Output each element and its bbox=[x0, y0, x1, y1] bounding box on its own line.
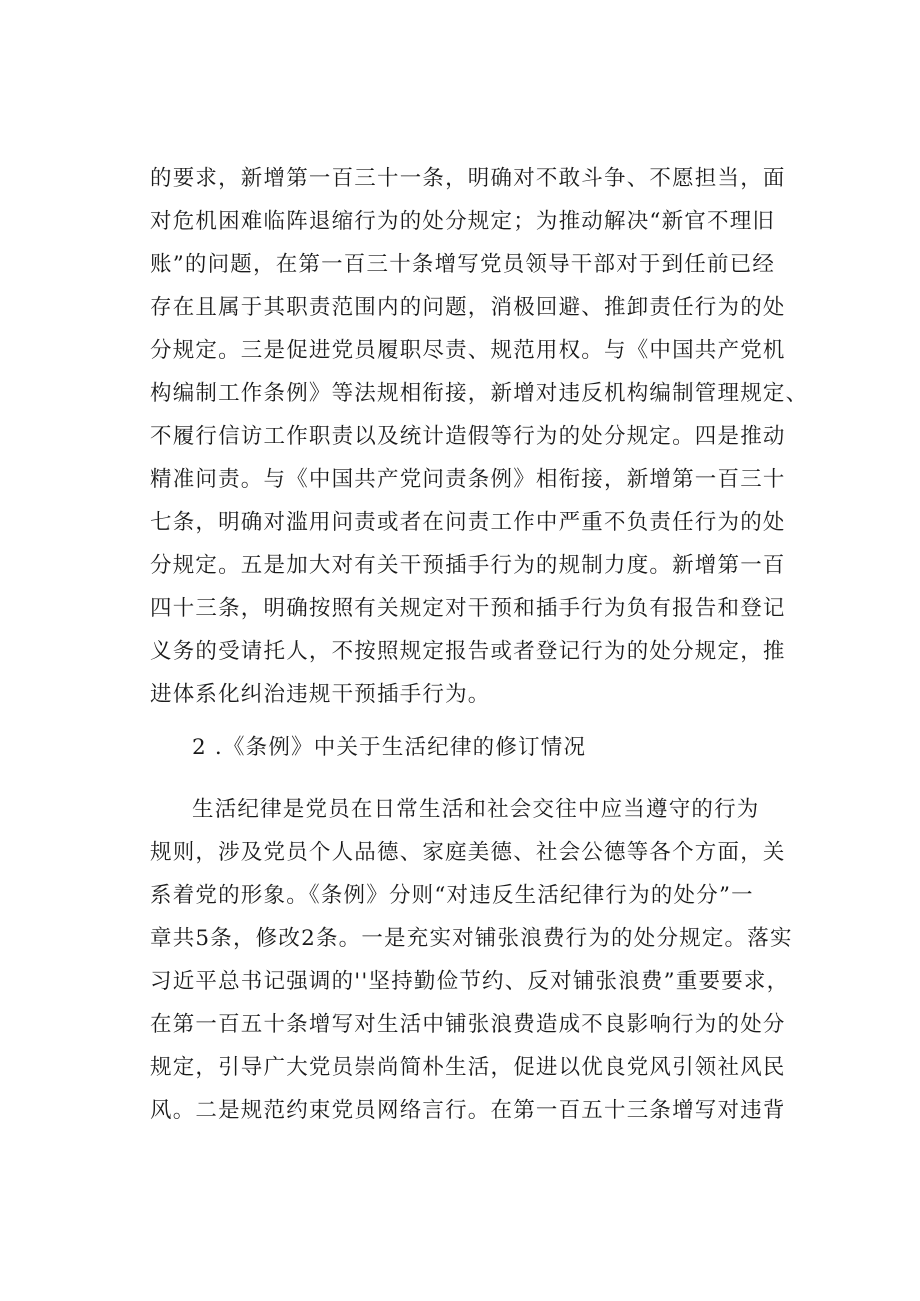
paragraph-continued bbox=[150, 157, 830, 716]
text-line: 章共5条，修改2条。一是充实对铺张浪费行为的处分规定。落实 bbox=[150, 926, 793, 951]
text-line: 构编制工作条例》等法规相衔接，新增对违反机构编制管理规定、 bbox=[150, 381, 809, 406]
text-line: 系着党的形象。《条例》分则“对违反生活纪律行为的处分”一 bbox=[150, 883, 754, 908]
text-line: 账”的问题，在第一百三十条增写党员领导干部对于到任前已经 bbox=[150, 252, 776, 277]
text-line: 的要求，新增第一百三十一条，明确对不敢斗争、不愿担当，面 bbox=[150, 166, 786, 191]
text-line: 存在且属于其职责范围内的问题，消极回避、推卸责任行为的处 bbox=[150, 295, 786, 320]
paragraph-life-discipline bbox=[150, 788, 830, 1132]
text-line: 精准问责。与《中国共产党问责条例》相衔接，新增第一百三十 bbox=[150, 467, 786, 492]
text-line: 不履行信访工作职责以及统计造假等行为的处分规定。四是推动 bbox=[150, 424, 786, 449]
section-heading: 2 .《条例》中关于生活纪律的修订情况 bbox=[192, 735, 587, 760]
text-line: 四十三条，明确按照有关规定对干预和插手行为负有报告和登记 bbox=[150, 596, 786, 621]
text-line: 生活纪律是党员在日常生活和社会交往中应当遵守的行为 bbox=[192, 797, 760, 822]
text-line: 分规定。三是促进党员履职尽责、规范用权。与《中国共产党机 bbox=[150, 338, 786, 363]
text-line: 进体系化纠治违规干预插手行为。 bbox=[150, 682, 491, 707]
text-line: 七条，明确对滥用问责或者在问责工作中严重不负责任行为的处 bbox=[150, 510, 786, 535]
text-line: 对危机困难临阵退缩行为的处分规定；为推动解决“新官不理旧 bbox=[150, 209, 776, 234]
text-line: 分规定。五是加大对有关干预插手行为的规制力度。新增第一百 bbox=[150, 553, 786, 578]
text-line: 规则，涉及党员个人品德、家庭美德、社会公德等各个方面，关 bbox=[150, 840, 786, 865]
text-line: 义务的受请托人，不按照规定报告或者登记行为的处分规定，推 bbox=[150, 639, 786, 664]
text-line: 风。二是规范约束党员网络言行。在第一百五十三条增写对违背 bbox=[150, 1098, 786, 1123]
text-line: 规定，引导广大党员崇尚简朴生活，促进以优良党风引领社风民 bbox=[150, 1055, 786, 1080]
text-line: 在第一百五十条增写对生活中铺张浪费造成不良影响行为的处分 bbox=[150, 1012, 786, 1037]
text-line: 习近平总书记强调的''坚持勤俭节约、反对铺张浪费”重要要求， bbox=[150, 969, 790, 994]
